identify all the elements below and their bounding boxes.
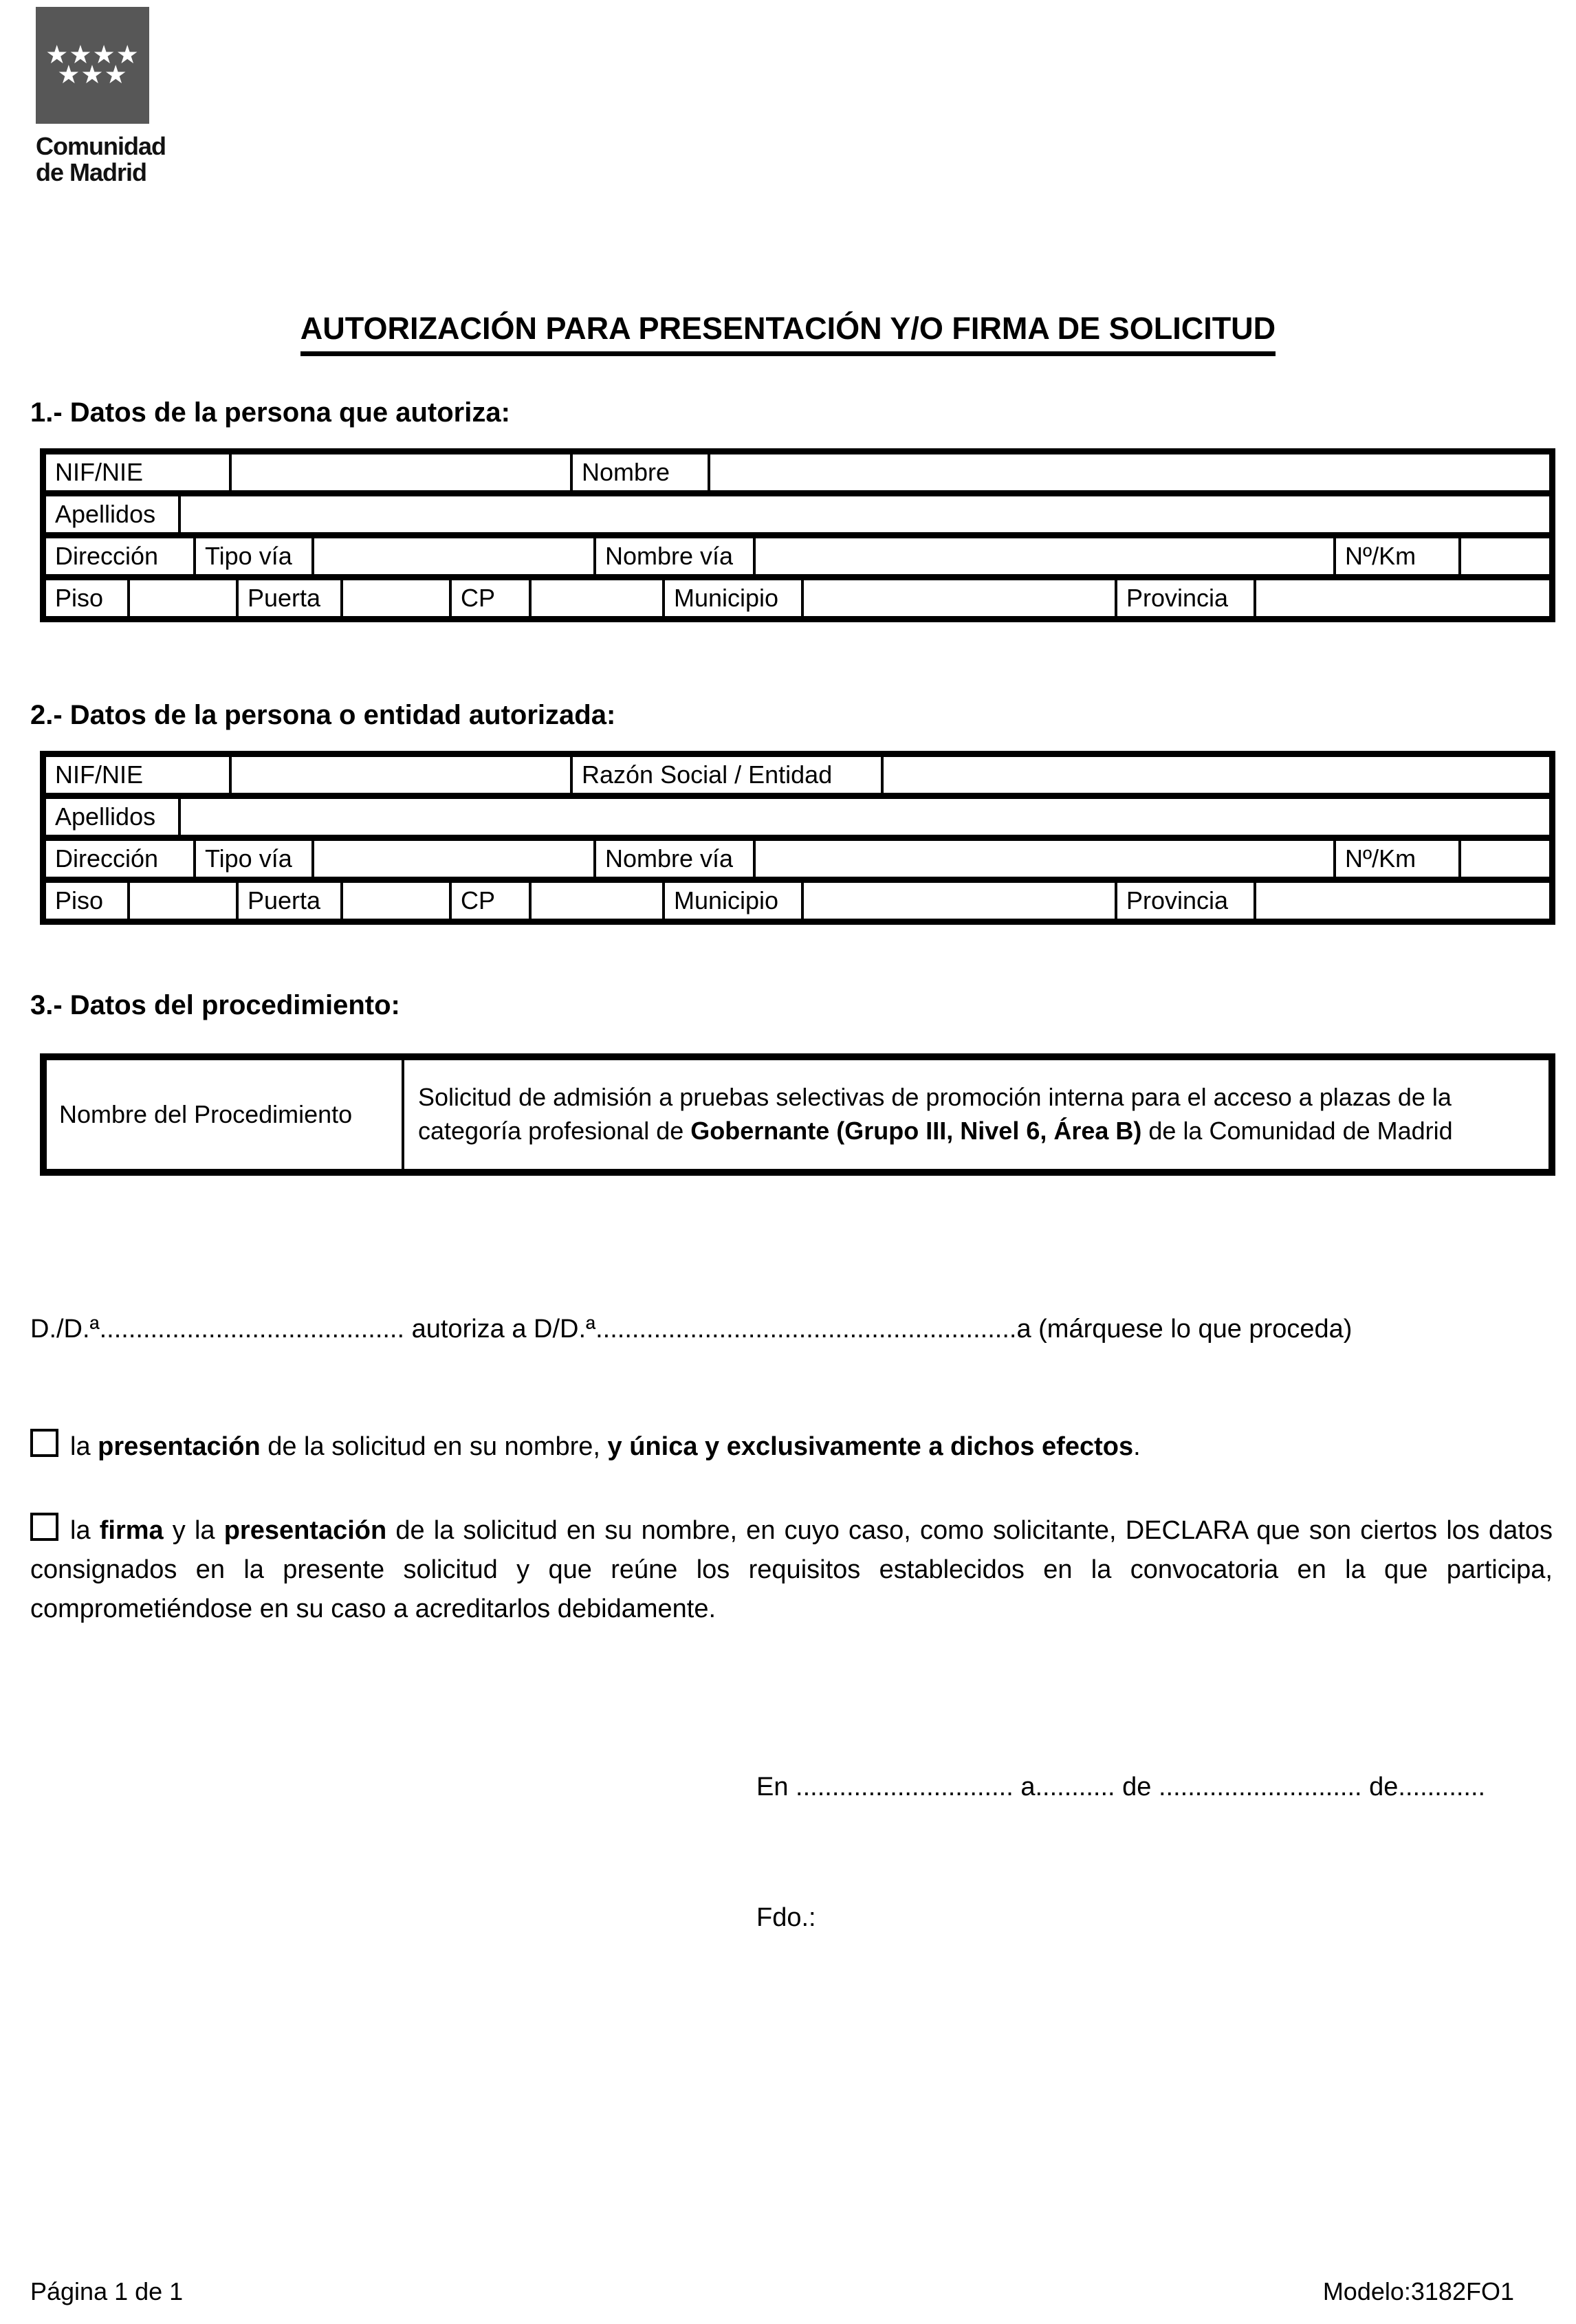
section-2-heading: 2.- Datos de la persona o entidad autorizada: bbox=[30, 700, 616, 730]
piso-label: Piso bbox=[46, 883, 130, 919]
cp-value-cell[interactable] bbox=[532, 883, 665, 919]
puerta-label: Puerta bbox=[239, 883, 343, 919]
razon-social-value-cell[interactable] bbox=[884, 757, 1549, 793]
provincia-value-cell[interactable] bbox=[1256, 883, 1549, 919]
authorizes-text: autoriza a D/D.ª bbox=[404, 1315, 596, 1344]
table-row bbox=[46, 757, 1549, 793]
stars-row-bottom: ★★★ bbox=[57, 61, 128, 89]
provincia-value-cell[interactable] bbox=[1256, 580, 1549, 616]
logo-text-line1: Comunidad bbox=[36, 132, 166, 160]
section-3-heading: 3.- Datos del procedimiento: bbox=[30, 990, 400, 1020]
apellidos-value-cell[interactable] bbox=[181, 799, 1549, 835]
puerta-value-cell[interactable] bbox=[343, 883, 452, 919]
option1-text: la presentación de la solicitud en su nombre, y única y exclusivamente a dichos efectos. bbox=[70, 1432, 1141, 1461]
stars-row-top: ★★★★ bbox=[45, 41, 140, 69]
table-row bbox=[46, 877, 1549, 919]
nif-value-cell[interactable] bbox=[232, 757, 573, 793]
page-title: AUTORIZACIÓN PARA PRESENTACIÓN Y/O FIRMA DE SOLICITUD bbox=[300, 311, 1276, 356]
apellidos-label: Apellidos bbox=[46, 799, 181, 835]
section-1-heading: 1.- Datos de la persona que autoriza: bbox=[30, 397, 510, 428]
option1-checkbox[interactable] bbox=[30, 1429, 58, 1457]
authorized-data-table bbox=[40, 751, 1555, 925]
piso-label: Piso bbox=[46, 580, 130, 616]
cp-value-cell[interactable] bbox=[532, 580, 665, 616]
tipo-via-label: Tipo vía bbox=[196, 538, 314, 574]
nombre-via-value-cell[interactable] bbox=[756, 538, 1336, 574]
signed-label: Fdo.: bbox=[756, 1903, 816, 1932]
puerta-value-cell[interactable] bbox=[343, 580, 452, 616]
nombre-value-cell[interactable] bbox=[710, 454, 1549, 490]
nombre-label: Nombre bbox=[573, 454, 710, 490]
municipio-label: Municipio bbox=[665, 883, 804, 919]
madrid-flag-icon bbox=[36, 7, 149, 124]
table-row bbox=[46, 574, 1549, 616]
authorizer-data-table bbox=[40, 448, 1555, 622]
option2-checkbox[interactable] bbox=[30, 1513, 58, 1541]
option-presentation bbox=[30, 1429, 1553, 1462]
procedure-name-value bbox=[404, 1060, 1548, 1169]
nombre-via-label: Nombre vía bbox=[596, 841, 756, 877]
procedure-table bbox=[40, 1053, 1555, 1176]
piso-value-cell[interactable] bbox=[130, 580, 239, 616]
table-row bbox=[46, 490, 1549, 532]
tipo-via-value-cell[interactable] bbox=[314, 841, 596, 877]
cp-label: CP bbox=[452, 883, 532, 919]
municipio-value-cell[interactable] bbox=[804, 580, 1117, 616]
municipio-value-cell[interactable] bbox=[804, 883, 1117, 919]
place-date-line[interactable]: En .............................. a........... de ............................ de............ bbox=[756, 1773, 1486, 1801]
procedure-text-before: Solicitud de admisión a pruebas selectivas de promoción interna para el acceso a plazas de la categoría profesional de bbox=[418, 1083, 1452, 1145]
nif-label: NIF/NIE bbox=[46, 757, 232, 793]
apellidos-label: Apellidos bbox=[46, 496, 181, 532]
razon-social-label: Razón Social / Entidad bbox=[573, 757, 884, 793]
cp-label: CP bbox=[452, 580, 532, 616]
nif-label: NIF/NIE bbox=[46, 454, 232, 490]
direccion-label: Dirección bbox=[46, 841, 196, 877]
provincia-label: Provincia bbox=[1117, 580, 1256, 616]
authorizer-name-dots[interactable]: .......................................... bbox=[99, 1315, 405, 1344]
procedure-text-after: de la Comunidad de Madrid bbox=[1141, 1117, 1453, 1145]
logo-text-line2: de Madrid bbox=[36, 157, 147, 186]
nombre-via-value-cell[interactable] bbox=[756, 841, 1336, 877]
page-number: Página 1 de 1 bbox=[30, 2277, 184, 2305]
puerta-label: Puerta bbox=[239, 580, 343, 616]
option-signature-and-presentation bbox=[30, 1511, 1553, 1629]
logo-text bbox=[36, 132, 166, 186]
tipo-via-label: Tipo vía bbox=[196, 841, 314, 877]
option2-text: la firma y la presentación de la solicitud en su nombre, en cuyo caso, como solicitante, DECLARA que son ciertos los datos consignados en la presente solicitud y que reúne los requisitos establecidos en la convocatoria en la que participa, comprometiéndose en su caso a acreditarlos debidamente. bbox=[30, 1516, 1553, 1623]
comunidad-de-madrid-logo bbox=[36, 7, 166, 186]
table-row bbox=[46, 835, 1549, 877]
form-model-code: Modelo:3182FO1 bbox=[1322, 2277, 1514, 2305]
table-row bbox=[46, 793, 1549, 835]
table-row bbox=[46, 532, 1549, 574]
apellidos-value-cell[interactable] bbox=[181, 496, 1549, 532]
nombre-via-label: Nombre vía bbox=[596, 538, 756, 574]
num-km-value-cell[interactable] bbox=[1461, 841, 1549, 877]
authorizer-honorific: D./D.ª bbox=[30, 1315, 100, 1344]
nif-value-cell[interactable] bbox=[232, 454, 573, 490]
direccion-label: Dirección bbox=[46, 538, 196, 574]
municipio-label: Municipio bbox=[665, 580, 804, 616]
procedure-name-label: Nombre del Procedimiento bbox=[47, 1060, 404, 1169]
authorized-name-dots[interactable]: .......................................................... bbox=[595, 1315, 1017, 1344]
tipo-via-value-cell[interactable] bbox=[314, 538, 596, 574]
piso-value-cell[interactable] bbox=[130, 883, 239, 919]
procedure-text-bold: Gobernante (Grupo III, Nivel 6, Área B) bbox=[690, 1117, 1142, 1145]
num-km-value-cell[interactable] bbox=[1461, 538, 1549, 574]
authorization-line bbox=[30, 1315, 1553, 1344]
num-km-label: Nº/Km bbox=[1336, 538, 1461, 574]
table-row bbox=[46, 454, 1549, 490]
mark-as-appropriate-text: a (márquese lo que proceda) bbox=[1016, 1315, 1353, 1344]
provincia-label: Provincia bbox=[1117, 883, 1256, 919]
num-km-label: Nº/Km bbox=[1336, 841, 1461, 877]
